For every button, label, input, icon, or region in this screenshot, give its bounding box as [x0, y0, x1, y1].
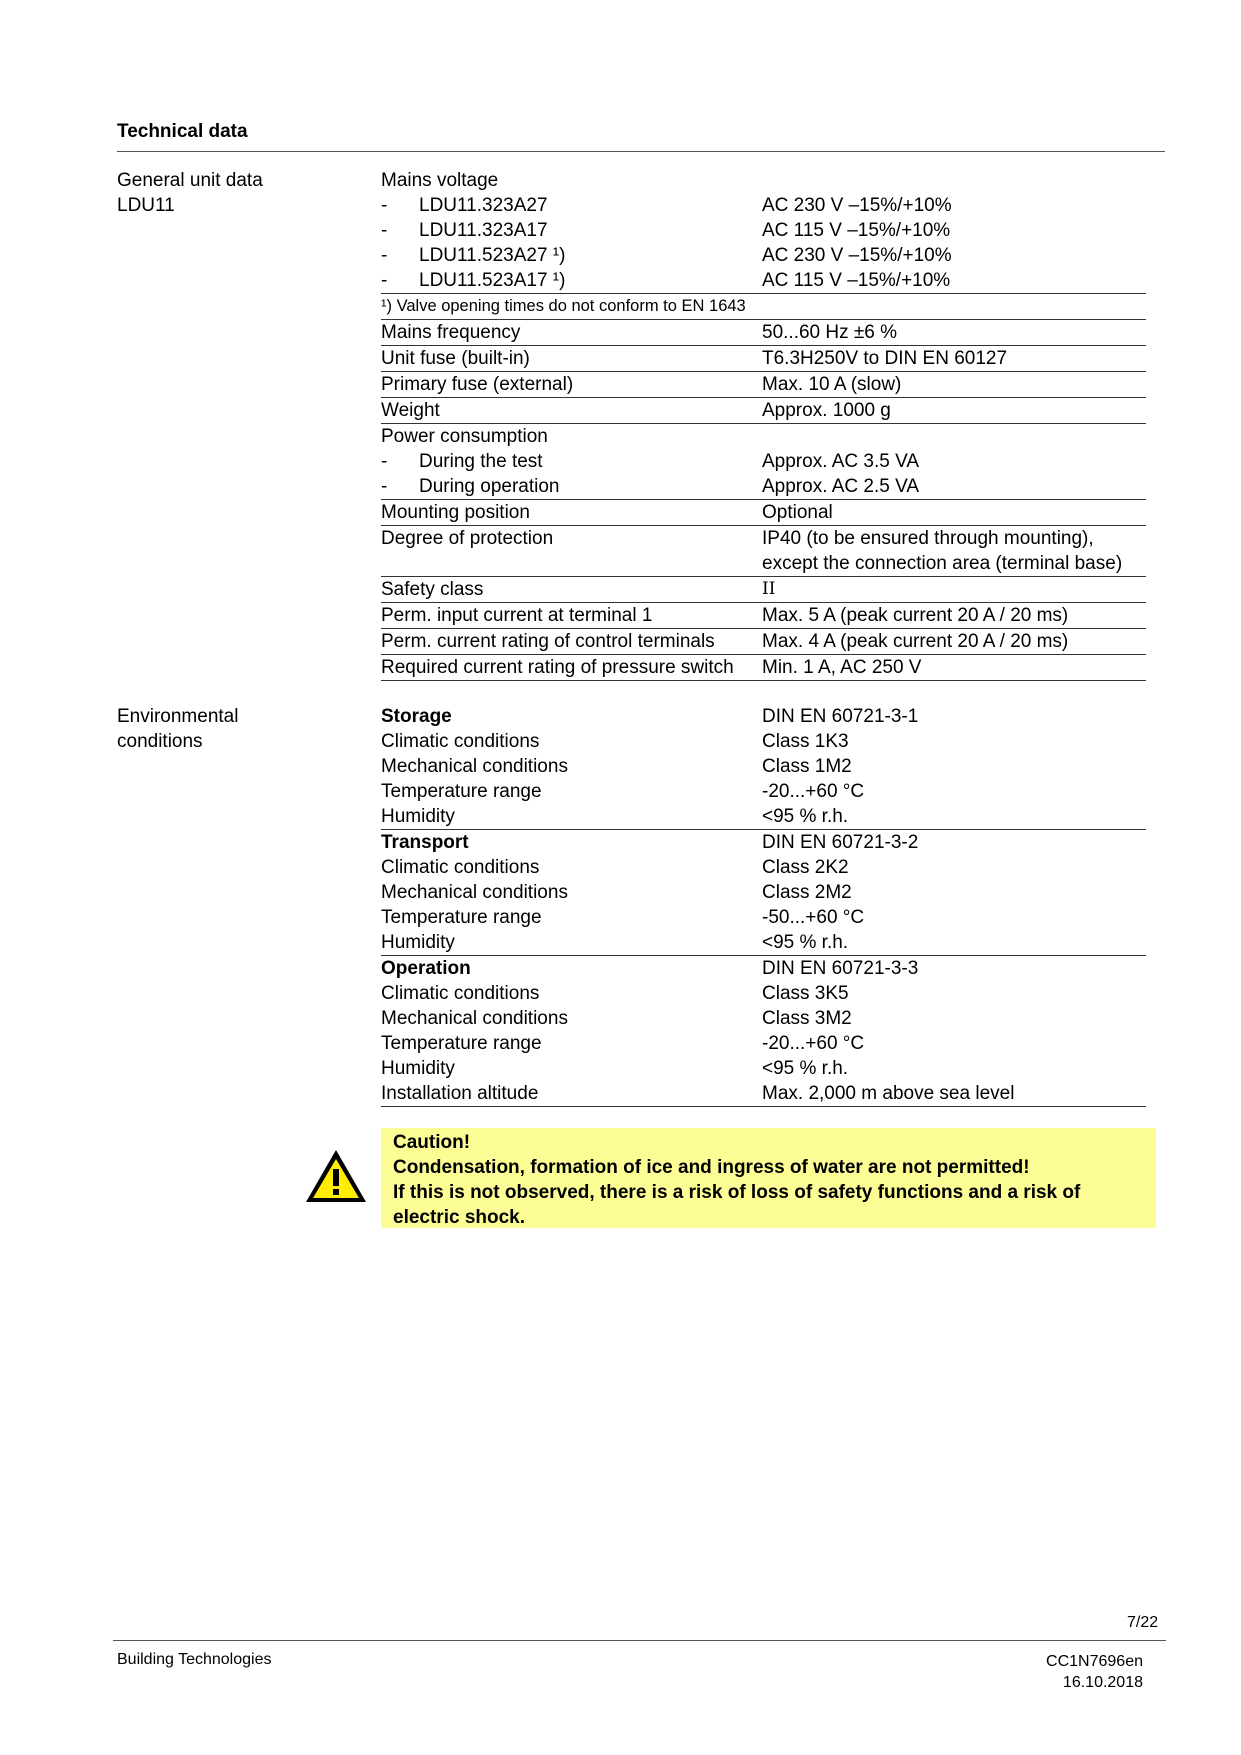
spec-label: LDU11.323A27 [419, 195, 548, 216]
spec-row [381, 655, 1146, 681]
spec-value: Class 2K2 [762, 857, 849, 878]
spec-label: Weight [381, 400, 440, 421]
bullet-dash: - [381, 270, 388, 291]
caution-box [381, 1128, 1156, 1228]
caution-line2: If this is not observed, there is a risk of loss of safety functions and a risk of electric shock. [393, 1182, 1081, 1228]
spec-label: Mains frequency [381, 322, 521, 343]
spec-value: -50...+60 °C [762, 907, 865, 928]
spec-label: Operation [381, 958, 471, 979]
footer-divider [113, 1640, 1166, 1641]
spec-label: Mechanical conditions [381, 882, 568, 903]
spec-row [381, 449, 1146, 474]
general-label-line1: General unit data [117, 170, 263, 191]
spec-row [381, 218, 1146, 243]
spec-row [381, 474, 1146, 500]
general-label-line2: LDU11 [117, 195, 175, 216]
spec-row [381, 855, 1146, 880]
spec-row [381, 880, 1146, 905]
spec-label: Temperature range [381, 1033, 542, 1054]
spec-value: Max. 5 A (peak current 20 A / 20 ms) [762, 605, 1069, 626]
spec-value: -20...+60 °C [762, 1033, 865, 1054]
footer-date: 16.10.2018 [1062, 1674, 1143, 1691]
spec-value: AC 230 V –15%/+10% [762, 245, 952, 266]
environment-data-table [381, 704, 1146, 1107]
spec-value: Approx. AC 3.5 VA [762, 451, 920, 472]
spec-value: Class 3K5 [762, 983, 849, 1004]
spec-row [381, 1056, 1146, 1081]
spec-label: Installation altitude [381, 1083, 539, 1104]
spec-row [381, 830, 1146, 855]
bullet-dash: - [381, 476, 388, 497]
spec-value: Max. 2,000 m above sea level [762, 1083, 1015, 1104]
spec-row [381, 629, 1146, 655]
page-number: 7/22 [1127, 1614, 1159, 1631]
spec-value: Approx. 1000 g [762, 400, 891, 421]
footer-company: Building Technologies [117, 1651, 272, 1668]
spec-row [381, 981, 1146, 1006]
general-data-table [381, 168, 1146, 681]
spec-row [381, 526, 1146, 577]
spec-label: Humidity [381, 806, 455, 827]
spec-label: LDU11.523A27 ¹) [419, 245, 566, 266]
section-title: Technical data [117, 121, 248, 142]
spec-label: During operation [419, 476, 560, 497]
spec-row [381, 754, 1146, 779]
spec-value: II [762, 579, 776, 599]
bullet-dash: - [381, 220, 388, 241]
caution-text [393, 1130, 1136, 1230]
spec-value: Min. 1 A, AC 250 V [762, 657, 922, 678]
spec-label: Temperature range [381, 781, 542, 802]
spec-value: <95 % r.h. [762, 1058, 849, 1079]
spec-label: During the test [419, 451, 543, 472]
spec-label: Perm. input current at terminal 1 [381, 605, 653, 626]
spec-value: <95 % r.h. [762, 806, 849, 827]
environment-label-line1: Environmental [117, 706, 239, 727]
spec-label: Power consumption [381, 426, 548, 447]
spec-label: LDU11.323A17 [419, 220, 548, 241]
spec-value: Class 1K3 [762, 731, 849, 752]
spec-label: Climatic conditions [381, 983, 540, 1004]
spec-row [381, 704, 1146, 729]
spec-row [381, 268, 1146, 294]
spec-label: Storage [381, 706, 452, 727]
spec-value: AC 115 V –15%/+10% [762, 220, 951, 241]
spec-row [381, 294, 1146, 320]
spec-value: DIN EN 60721-3-1 [762, 706, 919, 727]
spec-label: Climatic conditions [381, 731, 540, 752]
spec-value: AC 230 V –15%/+10% [762, 195, 952, 216]
spec-value: -20...+60 °C [762, 781, 865, 802]
general-section-label [117, 168, 263, 218]
spec-value: Optional [762, 502, 833, 523]
spec-row [381, 905, 1146, 930]
spec-row [381, 346, 1146, 372]
spec-label: Mains voltage [381, 170, 499, 191]
footer-doc-id: CC1N7696en [1046, 1653, 1143, 1670]
caution-line1: Condensation, formation of ice and ingress of water are not permitted! [393, 1157, 1030, 1178]
spec-row [381, 603, 1146, 629]
spec-label: Humidity [381, 1058, 455, 1079]
spec-row [381, 577, 1146, 603]
spec-label: Required current rating of pressure switch [381, 657, 734, 678]
spec-label: Mechanical conditions [381, 756, 568, 777]
spec-value: Class 1M2 [762, 756, 852, 777]
spec-value: Max. 10 A (slow) [762, 374, 902, 395]
spec-row [381, 956, 1146, 981]
bullet-dash: - [381, 451, 388, 472]
spec-value: T6.3H250V to DIN EN 60127 [762, 348, 1008, 369]
spec-value: IP40 (to be ensured through mounting), except the connection area (terminal base) [762, 528, 1123, 574]
spec-label: Transport [381, 832, 469, 853]
spec-row [381, 372, 1146, 398]
spec-value: Approx. AC 2.5 VA [762, 476, 920, 497]
spec-value: 50...60 Hz ±6 % [762, 322, 898, 343]
spec-label: Mechanical conditions [381, 1008, 568, 1029]
spec-value: DIN EN 60721-3-3 [762, 958, 919, 979]
footer-doc-info [1046, 1651, 1143, 1693]
spec-value: Class 2M2 [762, 882, 852, 903]
spec-row [381, 193, 1146, 218]
spec-row [381, 804, 1146, 830]
spec-value: DIN EN 60721-3-2 [762, 832, 919, 853]
bullet-dash: - [381, 195, 388, 216]
spec-label: Mounting position [381, 502, 530, 523]
spec-row [381, 779, 1146, 804]
spec-label: Unit fuse (built-in) [381, 348, 530, 369]
spec-value: AC 115 V –15%/+10% [762, 270, 951, 291]
environment-label-line2: conditions [117, 731, 203, 752]
spec-label: Humidity [381, 932, 455, 953]
spec-row [381, 168, 1146, 193]
caution-heading: Caution! [393, 1132, 471, 1153]
spec-label: Degree of protection [381, 528, 554, 549]
spec-value: <95 % r.h. [762, 932, 849, 953]
spec-label: ¹) Valve opening times do not conform to EN 1643 [381, 297, 746, 315]
spec-row [381, 424, 1146, 449]
spec-row [381, 1081, 1146, 1107]
spec-row [381, 243, 1146, 268]
spec-row [381, 320, 1146, 346]
spec-row [381, 398, 1146, 424]
spec-row [381, 500, 1146, 526]
spec-label: Safety class [381, 579, 484, 600]
spec-value: Max. 4 A (peak current 20 A / 20 ms) [762, 631, 1069, 652]
spec-label: LDU11.523A17 ¹) [419, 270, 566, 291]
spec-row [381, 1006, 1146, 1031]
bullet-dash: - [381, 245, 388, 266]
spec-row [381, 1031, 1146, 1056]
title-divider [117, 151, 1165, 152]
spec-row [381, 930, 1146, 956]
warning-triangle-icon [303, 1147, 369, 1205]
spec-label: Temperature range [381, 907, 542, 928]
spec-label: Climatic conditions [381, 857, 540, 878]
spec-label: Primary fuse (external) [381, 374, 574, 395]
spec-row [381, 729, 1146, 754]
spec-label: Perm. current rating of control terminals [381, 631, 715, 652]
environment-section-label [117, 704, 238, 754]
spec-value: Class 3M2 [762, 1008, 852, 1029]
